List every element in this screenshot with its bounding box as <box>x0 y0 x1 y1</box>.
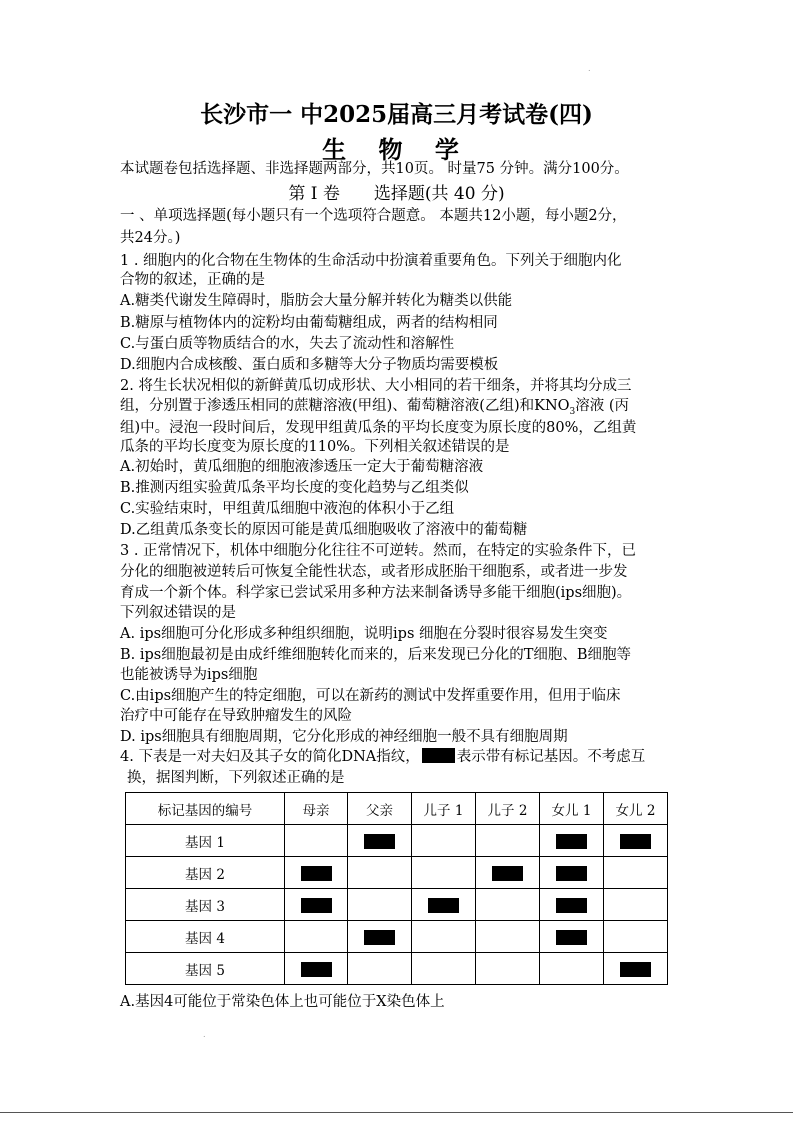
marker-band <box>428 898 459 913</box>
q1-option-c: C.与蛋白质等物质结合的水，失去了流动性和溶解性 <box>120 336 455 352</box>
marker-cell <box>604 857 668 889</box>
gene-label: 基因 4 <box>126 921 285 953</box>
marker-band <box>556 898 587 913</box>
marker-band <box>364 834 395 849</box>
q2-option-a: A.初始时，黄瓜细胞的细胞液渗透压一定大于葡萄糖溶液 <box>120 459 484 475</box>
marker-cell <box>348 825 412 857</box>
header-daughter-1: 女儿 1 <box>540 793 604 825</box>
section-title: 第 I 卷 选择题(共 40 分) <box>288 184 505 204</box>
header-gene-id: 标记基因的编号 <box>126 793 285 825</box>
marker-band <box>556 866 587 881</box>
q2-stem-cont-3: 瓜条的平均长度变为原长度的110%。下列相关叙述错误的是 <box>120 439 510 455</box>
marker-band <box>556 930 587 945</box>
q4-stem: 4. 下表是一对夫妇及其子女的简化DNA指纹， 表示带有标记基因。不考虑互 <box>120 749 646 765</box>
marker-cell <box>476 953 540 985</box>
marker-cell <box>540 953 604 985</box>
marker-cell <box>285 889 348 921</box>
marker-band <box>301 898 332 913</box>
scan-dot: . <box>203 1030 206 1039</box>
subject-title: 生 物 学 <box>322 135 471 164</box>
exam-title: 长沙市一 中2025届高三月考试卷(四) <box>200 101 593 128</box>
q3-option-c: C.由ips细胞产生的特定细胞，可以在新药的测试中发挥重要作用，但用于临床 <box>120 688 621 704</box>
marker-band <box>301 866 332 881</box>
table-row <box>126 889 668 921</box>
marker-cell <box>285 825 348 857</box>
marker-cell <box>604 825 668 857</box>
q3-option-a: A. ips细胞可分化形成多种组织细胞，说明ips 细胞在分裂时很容易发生突变 <box>120 626 608 642</box>
q2-option-b: B.推测丙组实验黄瓜条平均长度的变化趋势与乙组类似 <box>120 480 469 496</box>
marker-cell <box>540 857 604 889</box>
marker-cell <box>412 921 476 953</box>
gene-label: 基因 5 <box>126 953 285 985</box>
q2-stem-cont: 组，分别置于渗透压相同的蔗糖溶液(甲组)、葡萄糖溶液(乙组)和$KNO_3$溶液 (丙 <box>120 398 630 417</box>
marker-cell <box>476 921 540 953</box>
q2-option-d: D.乙组黄瓜条变长的原因可能是黄瓜细胞吸收了溶液中的葡萄糖 <box>120 522 528 538</box>
marker-cell <box>412 857 476 889</box>
scan-dot: . <box>588 64 591 73</box>
marker-cell <box>540 889 604 921</box>
q3-stem-cont-3: 下列叙述错误的是 <box>120 605 236 621</box>
gene-label: 基因 1 <box>126 825 285 857</box>
q4-stem-cont: 换，据图判断，下列叙述正确的是 <box>127 770 345 786</box>
q2-stem-cont-2: 组)中。浸泡一段时间后，发现甲组黄瓜条的平均长度变为原长度的80%，乙组黄 <box>120 420 637 436</box>
marker-cell <box>476 889 540 921</box>
marker-band <box>620 962 651 977</box>
marker-cell <box>540 921 604 953</box>
q2-option-c: C.实验结束时，甲组黄瓜细胞中液泡的体积小于乙组 <box>120 501 455 517</box>
marker-cell <box>348 921 412 953</box>
marker-cell <box>476 825 540 857</box>
marker-cell <box>348 857 412 889</box>
marker-cell <box>412 825 476 857</box>
marker-legend-box <box>422 748 455 763</box>
marker-cell <box>348 889 412 921</box>
q3-stem: 3 . 正常情况下，机体中细胞分化往往不可逆转。然而，在特定的实验条件下，已 <box>120 543 637 559</box>
header-mother: 母亲 <box>285 793 348 825</box>
q3-option-b-cont: 也能被诱导为ips细胞 <box>120 667 258 683</box>
marker-band <box>556 834 587 849</box>
marker-band <box>364 930 395 945</box>
marker-cell <box>348 953 412 985</box>
marker-cell <box>604 889 668 921</box>
section-instruction: 一 、单项选择题(每小题只有一个选项符合题意。 本题共12小题，每小题2分， <box>120 208 627 224</box>
q1-stem-cont: 合物的叙述，正确的是 <box>120 272 265 288</box>
marker-cell <box>540 825 604 857</box>
q3-option-b: B. ips细胞最初是由成纤维细胞转化而来的，后来发现已分化的T细胞、B细胞等 <box>120 647 632 663</box>
marker-cell <box>604 921 668 953</box>
q4-option-a: A.基因4可能位于常染色体上也可能位于X染色体上 <box>120 994 445 1010</box>
marker-cell <box>604 953 668 985</box>
marker-cell <box>285 857 348 889</box>
table-row <box>126 825 668 857</box>
header-father: 父亲 <box>348 793 412 825</box>
marker-cell <box>285 953 348 985</box>
page-bottom-rule <box>0 1112 793 1113</box>
header-son-2: 儿子 2 <box>476 793 540 825</box>
q3-option-d: D. ips细胞具有细胞周期，它分化形成的神经细胞一般不具有细胞周期 <box>120 729 568 745</box>
q2-stem: 2. 将生长状况相似的新鲜黄瓜切成形状、大小相同的若干细条，并将其均分成三 <box>120 378 632 394</box>
table-row <box>126 953 668 985</box>
gene-label: 基因 2 <box>126 857 285 889</box>
q3-option-c-cont: 治疗中可能存在导致肿瘤发生的风险 <box>120 708 352 724</box>
table-row <box>126 857 668 889</box>
header-son-1: 儿子 1 <box>412 793 476 825</box>
q1-option-a: A.糖类代谢发生障碍时，脂肪会大量分解并转化为糖类以供能 <box>120 293 513 309</box>
exam-info: 本试题卷包括选择题、非选择题两部分，共10页。 时量75 分钟。满分100分。 <box>120 161 629 177</box>
marker-cell <box>412 889 476 921</box>
marker-band <box>492 866 523 881</box>
q3-stem-cont: 分化的细胞被逆转后可恢复全能性状态，或者形成胚胎干细胞系，或者进一步发 <box>120 564 628 580</box>
marker-cell <box>476 857 540 889</box>
q3-stem-cont-2: 育成一个新个体。科学家已尝试采用多种方法来制备诱导多能干细胞(ips细胞)。 <box>120 585 632 601</box>
marker-band <box>301 962 332 977</box>
marker-cell <box>412 953 476 985</box>
gene-label: 基因 3 <box>126 889 285 921</box>
header-daughter-2: 女儿 2 <box>604 793 668 825</box>
marker-cell <box>285 921 348 953</box>
dna-fingerprint-table <box>125 792 668 985</box>
table-header-row <box>126 793 668 825</box>
marker-band <box>620 834 651 849</box>
table-row <box>126 921 668 953</box>
section-instruction-cont: 共24分。) <box>120 230 181 246</box>
q1-option-d: D.细胞内合成核酸、蛋白质和多糖等大分子物质均需要模板 <box>120 357 499 373</box>
q1-option-b: B.糖原与植物体内的淀粉均由葡萄糖组成，两者的结构相同 <box>120 315 498 331</box>
q1-stem: 1 . 细胞内的化合物在生物体的生命活动中扮演着重要角色。下列关于细胞内化 <box>120 253 622 269</box>
